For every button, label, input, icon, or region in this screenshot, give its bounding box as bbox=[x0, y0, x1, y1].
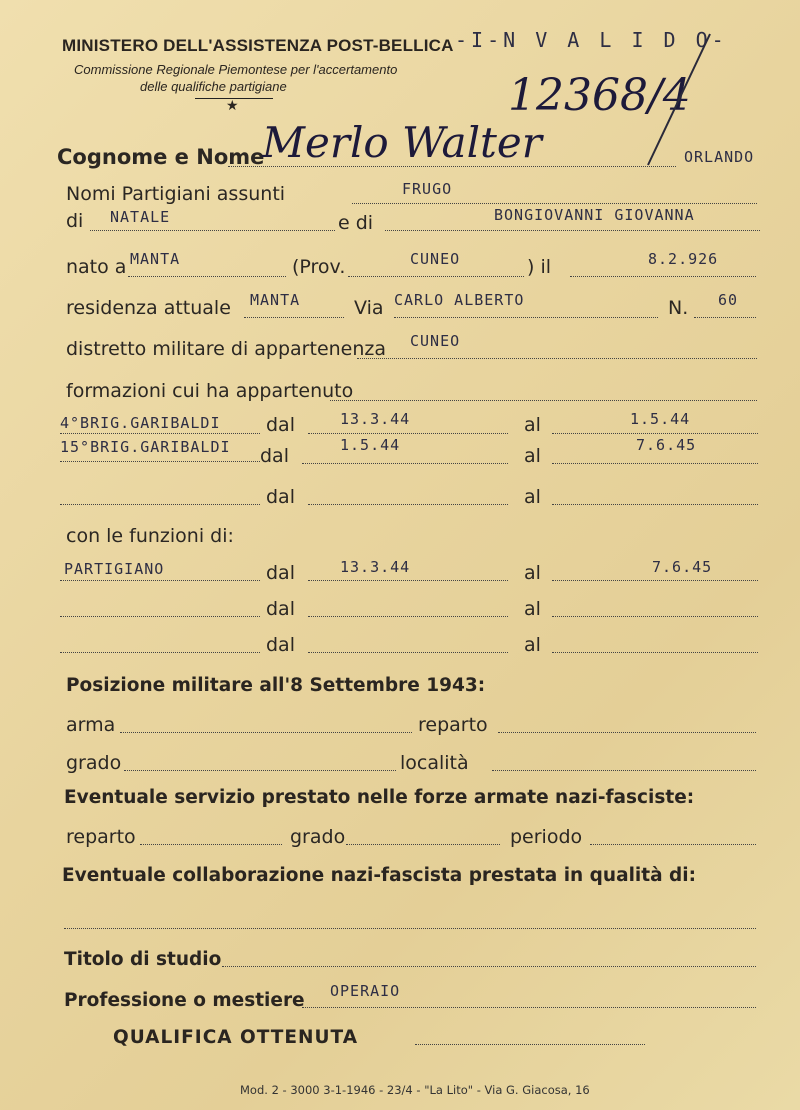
formation-1-to: 1.5.44 bbox=[630, 410, 691, 428]
street-value: CARLO ALBERTO bbox=[394, 291, 525, 309]
commission-line-1: Commissione Regionale Piemontese per l'accertamento bbox=[74, 62, 398, 77]
footer-imprint: Mod. 2 - 3000 3-1-1946 - 23/4 - "La Lito" - Via G. Giacosa, 16 bbox=[240, 1083, 590, 1097]
formation-3-line bbox=[60, 504, 260, 505]
number-line bbox=[694, 317, 756, 318]
formation-3-from-line bbox=[308, 504, 508, 505]
military-reparto-line bbox=[498, 732, 756, 733]
profession-label: Professione o mestiere bbox=[64, 990, 305, 1011]
military-reparto-label: reparto bbox=[418, 714, 488, 736]
street-line bbox=[394, 317, 658, 318]
status-stamp: -I-N V A L I D O- bbox=[455, 28, 728, 52]
father-value: NATALE bbox=[110, 208, 171, 226]
formation-1-al: al bbox=[524, 414, 541, 436]
qualifica-label: QUALIFICA OTTENUTA bbox=[113, 1027, 359, 1048]
service-grado-line bbox=[346, 844, 500, 845]
function-3-al: al bbox=[524, 634, 541, 656]
formation-2-to: 7.6.45 bbox=[636, 436, 697, 454]
born-line bbox=[128, 276, 286, 277]
functions-label: con le funzioni di: bbox=[66, 525, 234, 547]
residence-line bbox=[244, 317, 344, 318]
function-3-from-line bbox=[308, 652, 508, 653]
function-2-al: al bbox=[524, 598, 541, 620]
formations-label: formazioni cui ha appartenuto bbox=[66, 380, 354, 402]
collab-title: Eventuale collaborazione nazi-fascista prestata in qualità di: bbox=[62, 865, 696, 886]
function-2-from-line bbox=[308, 616, 508, 617]
born-label: nato a bbox=[66, 256, 127, 278]
function-1-from: 13.3.44 bbox=[340, 558, 411, 576]
date-line bbox=[570, 276, 756, 277]
function-1-name: PARTIGIANO bbox=[64, 560, 165, 578]
military-grado-label: grado bbox=[66, 752, 122, 774]
function-1-to-line bbox=[552, 580, 758, 581]
service-periodo-line bbox=[590, 844, 756, 845]
commission-line-2: delle qualifiche partigiane bbox=[140, 79, 287, 94]
number-value: 60 bbox=[718, 291, 739, 309]
mother-label: e di bbox=[338, 212, 374, 234]
formation-1-to-line bbox=[552, 433, 758, 434]
number-label: N. bbox=[668, 297, 689, 319]
aliases-value: FRUGO bbox=[402, 180, 453, 198]
star-icon: ★ bbox=[226, 98, 239, 114]
formation-2-from-line bbox=[302, 463, 508, 464]
born-value: MANTA bbox=[130, 250, 181, 268]
formation-1-from-line bbox=[308, 433, 508, 434]
formation-1-from: 13.3.44 bbox=[340, 410, 411, 428]
formation-2-name: 15°BRIG.GARIBALDI bbox=[60, 438, 231, 456]
collab-line bbox=[64, 928, 756, 929]
service-grado-label: grado bbox=[290, 826, 346, 848]
service-title: Eventuale servizio prestato nelle forze armate nazi-fasciste: bbox=[64, 787, 695, 808]
formation-2-line bbox=[60, 461, 260, 462]
service-reparto-line bbox=[140, 844, 282, 845]
function-3-line bbox=[60, 652, 260, 653]
prov-line bbox=[348, 276, 524, 277]
formation-1-dal: dal bbox=[266, 414, 295, 436]
date-value: 8.2.926 bbox=[648, 250, 719, 268]
mother-line bbox=[385, 230, 760, 231]
formation-1-line bbox=[60, 433, 260, 434]
function-2-dal: dal bbox=[266, 598, 295, 620]
formation-2-dal: dal bbox=[260, 445, 289, 467]
name-extra: ORLANDO bbox=[684, 148, 755, 166]
district-value: CUNEO bbox=[410, 332, 461, 350]
formation-3-al: al bbox=[524, 486, 541, 508]
prov-label: (Prov. bbox=[292, 256, 346, 278]
residence-label: residenza attuale bbox=[66, 297, 231, 319]
aliases-line bbox=[352, 203, 757, 204]
function-1-to: 7.6.45 bbox=[652, 558, 713, 576]
formation-3-to-line bbox=[552, 504, 758, 505]
function-1-from-line bbox=[308, 580, 508, 581]
file-number: 12368/4 bbox=[508, 70, 691, 121]
service-reparto-label: reparto bbox=[66, 826, 136, 848]
formation-2-to-line bbox=[552, 463, 758, 464]
formation-2-al: al bbox=[524, 445, 541, 467]
formation-2-from: 1.5.44 bbox=[340, 436, 401, 454]
military-localita-label: località bbox=[400, 752, 469, 774]
education-label: Titolo di studio bbox=[64, 949, 222, 970]
formation-3-dal: dal bbox=[266, 486, 295, 508]
service-periodo-label: periodo bbox=[510, 826, 583, 848]
district-label: distretto militare di appartenenza bbox=[66, 338, 387, 360]
function-1-line bbox=[60, 580, 260, 581]
function-3-to-line bbox=[552, 652, 758, 653]
military-title: Posizione militare all'8 Settembre 1943: bbox=[66, 675, 486, 696]
profession-line bbox=[302, 1007, 756, 1008]
education-line bbox=[222, 966, 756, 967]
function-2-line bbox=[60, 616, 260, 617]
residence-value: MANTA bbox=[250, 291, 301, 309]
function-3-dal: dal bbox=[266, 634, 295, 656]
ministry-title: MINISTERO DELL'ASSISTENZA POST-BELLICA bbox=[62, 36, 454, 55]
prov-value: CUNEO bbox=[410, 250, 461, 268]
father-line bbox=[90, 230, 335, 231]
district-line bbox=[357, 358, 757, 359]
qualifica-line bbox=[415, 1044, 645, 1045]
aliases-label: Nomi Partigiani assunti bbox=[66, 183, 286, 205]
function-1-dal: dal bbox=[266, 562, 295, 584]
military-localita-line bbox=[492, 770, 756, 771]
name-value: Merlo Walter bbox=[262, 118, 542, 167]
street-label: Via bbox=[354, 297, 384, 319]
military-arma-label: arma bbox=[66, 714, 116, 736]
formations-line bbox=[330, 400, 757, 401]
military-arma-line bbox=[120, 732, 412, 733]
mother-value: BONGIOVANNI GIOVANNA bbox=[494, 206, 695, 224]
function-1-al: al bbox=[524, 562, 541, 584]
date-label: ) il bbox=[527, 256, 552, 278]
military-grado-line bbox=[124, 770, 396, 771]
formation-1-name: 4°BRIG.GARIBALDI bbox=[60, 414, 221, 432]
father-label: di bbox=[66, 210, 84, 232]
name-label: Cognome e Nome bbox=[57, 145, 265, 169]
function-2-to-line bbox=[552, 616, 758, 617]
profession-value: OPERAIO bbox=[330, 982, 401, 1000]
